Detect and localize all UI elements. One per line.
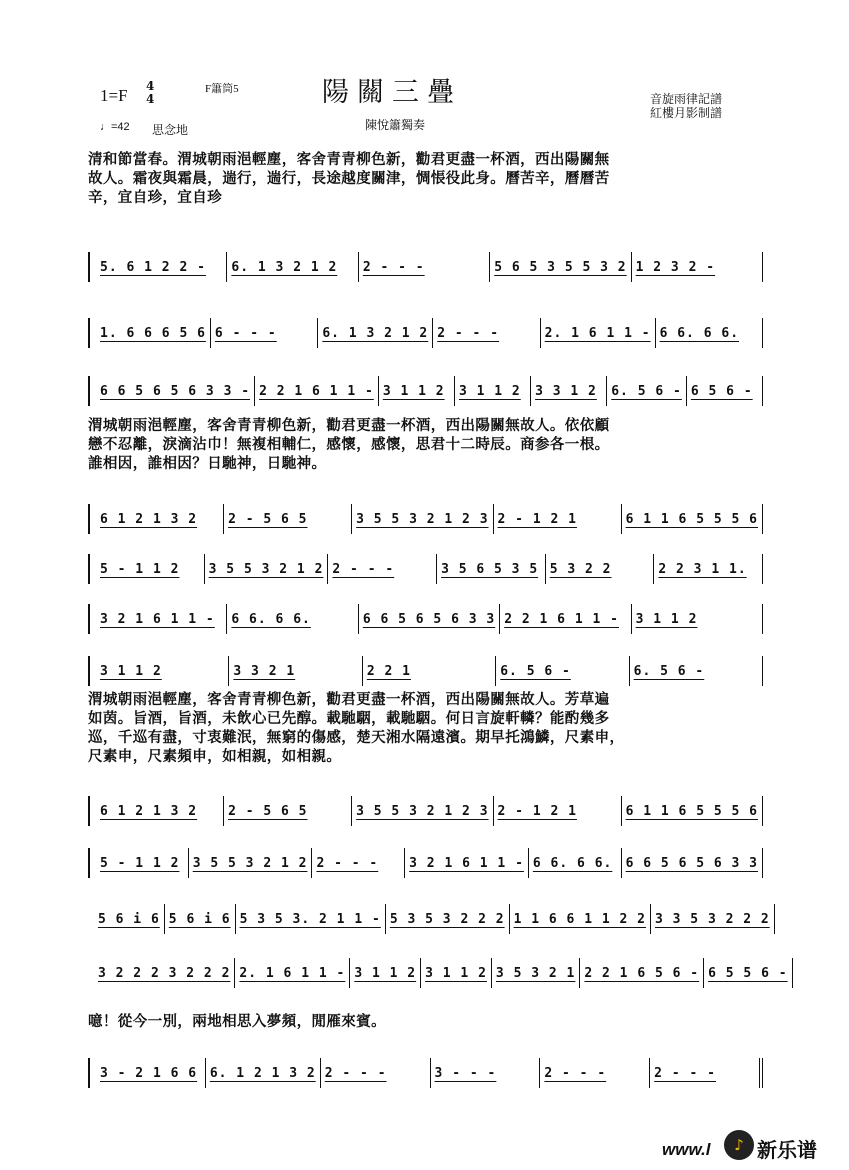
tempo-marking: ♩=42 [100,121,130,133]
lyric-block-1 [88,150,768,207]
page-title: 陽關三疊 [322,77,462,108]
meter-top: 4 [146,79,155,93]
measure: 2 - - - [540,1058,650,1088]
measure: 6 1 1 6 5 5 5 6 [622,796,763,826]
staff-line-9 [88,840,763,874]
measure: 5. 6 1 2 2 - [96,252,227,282]
measure: 3 1 1 2 [632,604,763,634]
measure: 6 6 5 6 5 6 3 3 - [96,376,255,406]
staff-line-8 [88,788,763,822]
lyric-line: 誰相因，誰相因？日馳神，日馳神。 [88,455,327,472]
measure: 3 3 5 3 2 2 2 [651,904,775,934]
staff-line-11 [88,950,788,984]
staff-line-2 [88,310,763,344]
measure: 3 1 1 2 [455,376,531,406]
credit-line: 音旋雨律記譜 [650,92,723,106]
meter-bottom: 4 [146,92,155,106]
lyric-line: 渭城朝雨浥輕塵，客舍青青柳色新，勸君更盡一杯酒，西出陽關無故人。芳草遍 [88,691,610,708]
measure: 3 2 1 6 1 1 - [96,604,227,634]
lyric-line: 尺素申，尺素頻申，如相親，如相親。 [88,748,342,765]
staff-line-7 [88,648,763,682]
lyric-line: 故人。霜夜與霜晨，遄行，遄行，長途越度關津，惆悵役此身。曆苦辛，曆曆苦 [88,170,610,187]
instrument-label: F簫筒5 [205,83,239,95]
measure: 3 3 2 1 [229,656,362,686]
staff-line-5 [88,546,763,580]
measure: 2 - - - [650,1058,763,1088]
measure: 6 6 5 6 5 6 3 3 [622,848,763,878]
measure: 2 2 1 6 1 1 - [500,604,631,634]
measure: 3 1 1 2 [421,958,492,988]
measure: 2 - - - [433,318,540,348]
staff-line-6 [88,596,763,630]
lyric-block-4 [88,1012,768,1031]
measure: 6. 5 6 - [607,376,687,406]
measure: 3 2 2 2 3 2 2 2 [94,958,235,988]
measure: 6. 1 3 2 1 2 [227,252,358,282]
measure: 3 5 5 3 2 1 2 3 [352,504,493,534]
measure: 2. 1 6 1 1 - [541,318,656,348]
measure: 2 2 1 [363,656,496,686]
measure: 5 6 i 6 [165,904,236,934]
measure: 6. 1 3 2 1 2 [318,318,433,348]
measure: 6 5 5 6 - [704,958,792,988]
staff-line-12 [88,1050,763,1084]
measure: 3 2 1 6 1 1 - [405,848,529,878]
staff-line-10 [88,896,770,930]
measure: 3 5 6 5 3 5 [437,554,546,584]
measure: 5 - 1 1 2 [96,848,189,878]
measure: 2 - - - [321,1058,431,1088]
lyric-line: 噫！從今一別，兩地相思入夢頻，閒雁來賓。 [88,1013,386,1030]
measure: 3 5 5 3 2 1 2 [189,848,313,878]
credit-line: 紅樓月影制譜 [650,106,723,120]
measure: 1. 6 6 6 5 6 [96,318,211,348]
lyric-line: 如茵。旨酒，旨酒，未飲心已先醇。載馳駰，載馳駰。何日言旋軒轔？能酌幾多 [88,710,610,727]
measure: 2 2 1 6 1 1 - [255,376,379,406]
measure: 5 - 1 1 2 [96,554,205,584]
measure: 6. 5 6 - [630,656,763,686]
measure: 1 2 3 2 - [632,252,763,282]
key-signature: 1=F [100,86,128,105]
measure: 6 6. 6 6. [656,318,763,348]
measure: 2 - - - [328,554,437,584]
watermark-url: www.l [662,1140,711,1159]
lyric-line: 清和節當春。渭城朝雨浥輕塵，客舍青青柳色新，勸君更盡一杯酒，西出陽關無 [88,151,610,168]
measure: 6 1 1 6 5 5 5 6 [622,504,763,534]
site-logo: 新乐谱 [757,1138,817,1162]
measure: 5 3 5 3. 2 1 1 - [236,904,386,934]
lyric-line: 巡，千巡有盡，寸衷難泯，無窮的傷感，楚天湘水隔遠濱。期早托鴻鱗，尺素申， [88,729,625,746]
measure: 3 - 2 1 6 6 [96,1058,206,1088]
measure: 3 1 1 2 [96,656,229,686]
measure: 3 1 1 2 [379,376,455,406]
time-signature [146,80,154,106]
measure: 6 6 5 6 5 6 3 3 [359,604,500,634]
measure: 5 6 i 6 [94,904,165,934]
measure: 2. 1 6 1 1 - [235,958,350,988]
measure: 2 2 3 1 1. [654,554,763,584]
measure: 3 5 3 2 1 [492,958,580,988]
measure: 6 6. 6 6. [529,848,622,878]
staff-line-3 [88,368,763,402]
staff-line-4 [88,496,763,530]
measure: 3 1 1 2 [350,958,421,988]
measure: 5 6 5 3 5 5 3 2 [490,252,631,282]
measure: 2 - 1 2 1 [494,504,622,534]
lyric-block-2 [88,416,768,473]
measure: 5 3 2 2 [546,554,655,584]
lyric-block-3 [88,690,768,766]
measure: 6 1 2 1 3 2 [96,796,224,826]
measure: 2 - 5 6 5 [224,504,352,534]
measure: 2 - 1 2 1 [494,796,622,826]
measure: 1 1 6 6 1 1 2 2 [510,904,651,934]
measure: 6 1 2 1 3 2 [96,504,224,534]
measure: 6 5 6 - [687,376,763,406]
mood-marking: 思念地 [152,123,189,137]
measure: 3 5 5 3 2 1 2 3 [352,796,493,826]
measure: 6. 5 6 - [496,656,629,686]
credits [650,92,722,120]
lyric-line: 戀不忍離，淚滴沾巾！無複相輔仁，感懷，感懷，思君十二時辰。商参各一根。 [88,436,610,453]
measure: 6 6. 6 6. [227,604,358,634]
staff-line-1 [88,244,763,278]
music-note-icon: ♪ [724,1130,754,1160]
measure: 5 3 5 3 2 2 2 [386,904,510,934]
lyric-line: 辛，宜自珍，宜自珍 [88,189,223,206]
measure: 2 - - - [312,848,405,878]
measure: 3 3 1 2 [531,376,607,406]
lyric-line: 渭城朝雨浥輕塵，客舍青青柳色新，勸君更盡一杯酒，西出陽關無故人。依依顧 [88,417,610,434]
measure: 2 - - - [359,252,490,282]
measure: 2 - 5 6 5 [224,796,352,826]
measure: 6 - - - [211,318,318,348]
measure: 3 5 5 3 2 1 2 [205,554,329,584]
measure: 2 2 1 6 5 6 - [580,958,704,988]
performer-label: 陳悅簫獨奏 [365,118,426,132]
measure: 3 - - - [431,1058,541,1088]
measure: 6. 1 2 1 3 2 [206,1058,321,1088]
